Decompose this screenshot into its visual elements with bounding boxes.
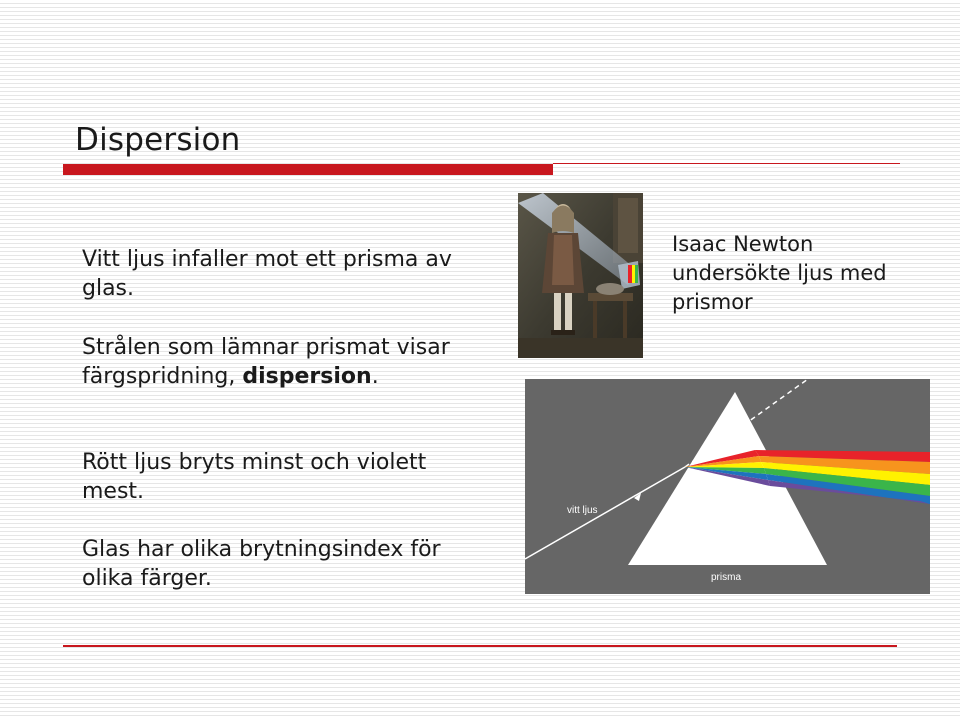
footer-rule xyxy=(63,645,897,647)
prism-diagram xyxy=(525,379,930,594)
slide-title: Dispersion xyxy=(75,122,241,158)
paragraph-dispersion xyxy=(82,333,482,391)
incoming-label: vitt ljus xyxy=(567,505,598,516)
prism-label: prisma xyxy=(711,572,742,583)
paragraph-dispersion-text: Strålen som lämnar prismat visar färgspridning, xyxy=(82,335,450,389)
paragraph-white-light: Vitt ljus infaller mot ett prisma av glas. xyxy=(82,247,452,301)
newton-engraving-image xyxy=(518,193,643,358)
title-underline-thin xyxy=(553,163,900,164)
newton-caption: Isaac Newton undersökte ljus med prismor xyxy=(672,232,887,314)
paragraph-refraction: Rött ljus bryts minst och violett mest. xyxy=(82,450,427,504)
paragraph-refractive-index: Glas har olika brytningsindex för olika färger. xyxy=(82,537,441,591)
dispersion-term: dispersion xyxy=(242,364,372,389)
title-underline-bar xyxy=(63,164,553,175)
paragraph-dispersion-end: . xyxy=(371,364,379,389)
